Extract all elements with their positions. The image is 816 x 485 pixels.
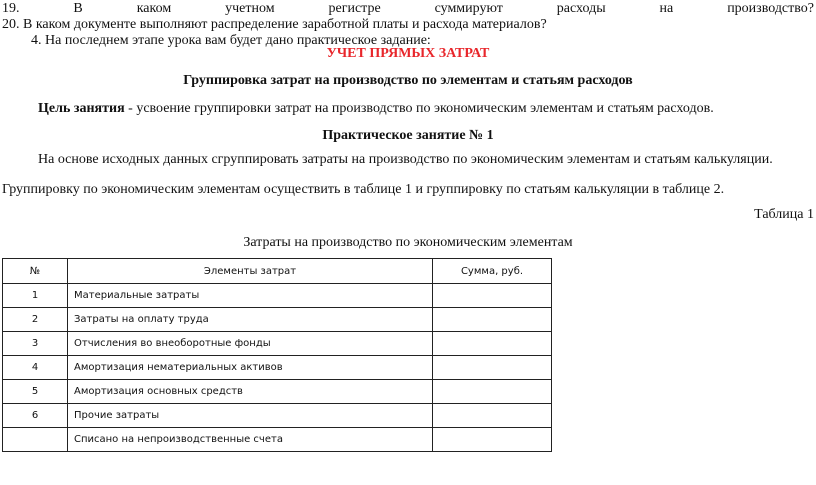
column-header-elements: Элементы затрат	[68, 259, 433, 284]
q19-word: регистре	[328, 1, 381, 16]
group-heading: Группировка затрат на производство по элементам и статьям расходов	[183, 73, 633, 88]
question-19	[2, 1, 814, 17]
list-item-4: 4. На последнем этапе урока вам будет дано практическое задание:	[31, 33, 431, 48]
table-row	[3, 284, 552, 308]
q19-word: каком	[136, 1, 172, 16]
section-title: УЧЕТ ПРЯМЫХ ЗАТРАТ	[326, 46, 490, 61]
practice-heading: Практическое занятие № 1	[322, 128, 494, 143]
row-number: 6	[3, 404, 68, 428]
task-paragraph-2: Группировку по экономическим элементам осуществить в таблице 1 и группировку по статьям калькуляции в таблице 2.	[2, 182, 725, 197]
table-caption: Затраты на производство по экономическим элементам	[243, 235, 573, 250]
row-number: 5	[3, 380, 68, 404]
row-number: 3	[3, 332, 68, 356]
row-number: 1	[3, 284, 68, 308]
row-item: Амортизация основных средств	[68, 380, 433, 404]
goal-label: Цель занятия	[38, 101, 125, 116]
q19-word: на	[659, 1, 674, 16]
q19-word: 19.	[2, 1, 20, 16]
q19-word: производство?	[727, 1, 814, 16]
row-sum[interactable]	[433, 380, 552, 404]
table-row	[3, 404, 552, 428]
row-sum[interactable]	[433, 356, 552, 380]
row-item: Амортизация нематериальных активов	[68, 356, 433, 380]
q19-word: расходы	[556, 1, 606, 16]
row-number: 4	[3, 356, 68, 380]
row-sum[interactable]	[433, 308, 552, 332]
row-sum[interactable]	[433, 404, 552, 428]
table-row	[3, 356, 552, 380]
row-number	[3, 428, 68, 452]
row-sum[interactable]	[433, 332, 552, 356]
lesson-goal	[38, 101, 714, 117]
q19-word: учетном	[225, 1, 275, 16]
cost-elements-table	[2, 258, 552, 452]
table-row	[3, 428, 552, 452]
q19-word: суммируют	[434, 1, 503, 16]
table-header-row	[3, 259, 552, 284]
row-number: 2	[3, 308, 68, 332]
column-header-sum: Сумма, руб.	[433, 259, 552, 284]
q19-word: В	[73, 1, 83, 16]
table-row	[3, 332, 552, 356]
goal-text: - усвоение группировки затрат на производство по экономическим элементам и статьям расходов.	[124, 101, 714, 116]
row-sum[interactable]	[433, 428, 552, 452]
column-header-number: №	[3, 259, 68, 284]
row-item: Списано на непроизводственные счета	[68, 428, 433, 452]
table-row	[3, 380, 552, 404]
question-20: 20. В каком документе выполняют распределение заработной платы и расхода материалов?	[2, 17, 547, 32]
row-item: Отчисления во внеоборотные фонды	[68, 332, 433, 356]
row-sum[interactable]	[433, 284, 552, 308]
row-item: Затраты на оплату труда	[68, 308, 433, 332]
row-item: Прочие затраты	[68, 404, 433, 428]
table-label: Таблица 1	[754, 207, 814, 222]
table-row	[3, 308, 552, 332]
row-item: Материальные затраты	[68, 284, 433, 308]
task-paragraph-1: На основе исходных данных сгруппировать затраты на производство по экономическим элементам и статьям калькуляции.	[38, 152, 773, 167]
